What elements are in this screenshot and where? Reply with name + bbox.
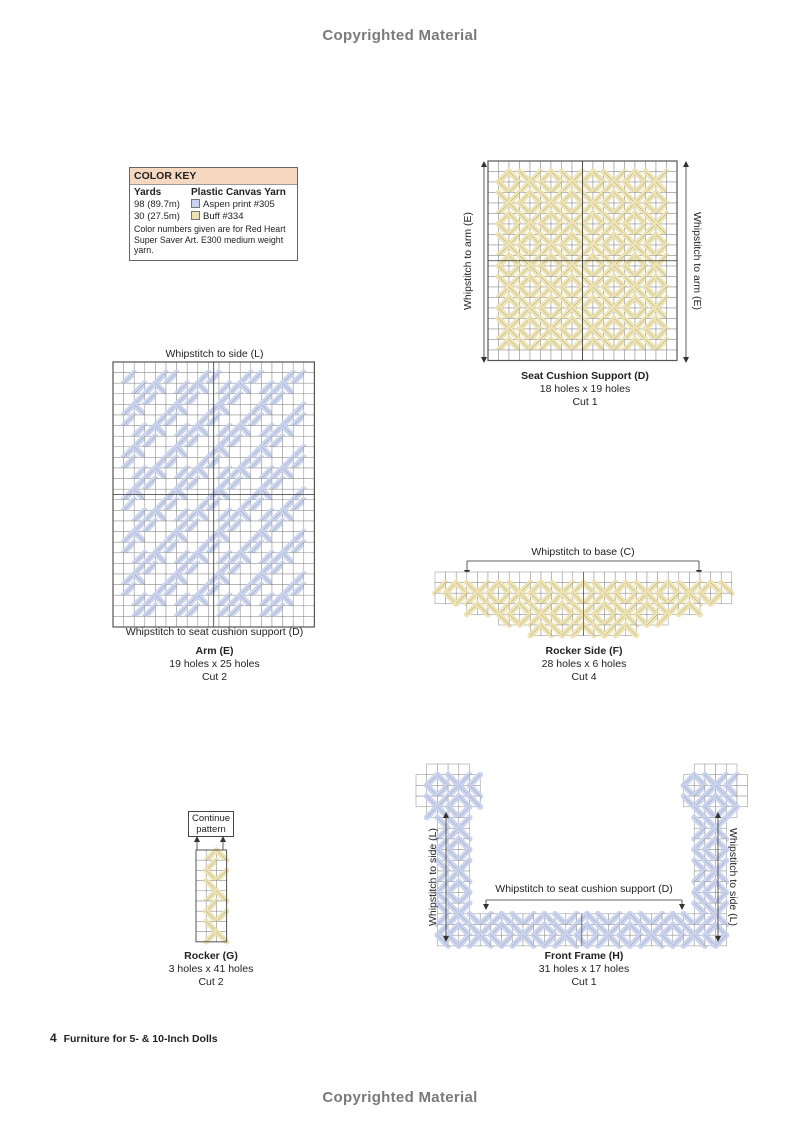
buff-swatch bbox=[191, 211, 200, 220]
book-title: Furniture for 5- & 10-Inch Dolls bbox=[63, 1033, 218, 1045]
front-left-dimension-line bbox=[440, 812, 452, 942]
front-frame-title: Front Frame (H) bbox=[544, 950, 624, 962]
seat-left-dimension-line bbox=[478, 161, 490, 363]
rocker-side-caption bbox=[470, 645, 698, 684]
front-frame-size: 31 holes x 17 holes bbox=[538, 963, 630, 975]
copyright-header: Copyrighted Material bbox=[322, 27, 478, 44]
arm-bottom-label: Whipstitch to seat cushion support (D) bbox=[125, 626, 304, 638]
rocker-side-title: Rocker Side (F) bbox=[545, 645, 623, 657]
color-key-yards-1: 98 (89.7m) bbox=[134, 199, 180, 210]
copyright-footer: Copyrighted Material bbox=[322, 1089, 478, 1106]
color-key-note: Color numbers given are for Red Heart Super Saver Art. E300 medium weight yarn. bbox=[134, 224, 286, 255]
color-key-col-yards: Yards bbox=[134, 187, 162, 198]
seat-right-label: Whipstitch to arm (E) bbox=[691, 211, 703, 311]
seat-size: 18 holes x 19 holes bbox=[539, 383, 631, 395]
arm-size: 19 holes x 25 holes bbox=[169, 658, 260, 670]
continue-pattern-box: Continue pattern bbox=[188, 811, 234, 837]
seat-left-label: Whipstitch to arm (E) bbox=[462, 211, 474, 311]
arm-caption bbox=[113, 645, 316, 684]
rocker-size: 3 holes x 41 holes bbox=[168, 963, 254, 975]
front-inner-dimension-line bbox=[484, 896, 684, 910]
front-frame-cut: Cut 1 bbox=[571, 976, 597, 988]
arm-top-label: Whipstitch to side (L) bbox=[165, 348, 264, 360]
color-key-title: COLOR KEY bbox=[130, 168, 297, 185]
rocker-caption bbox=[150, 950, 272, 989]
arm-cut: Cut 2 bbox=[201, 671, 228, 683]
arm-chart bbox=[113, 362, 317, 626]
front-right-dimension-line bbox=[712, 812, 724, 942]
seat-title: Seat Cushion Support (D) bbox=[521, 370, 649, 382]
front-frame-chart bbox=[416, 764, 748, 942]
front-left-label: Whipstitch to side (L) bbox=[427, 827, 439, 927]
rocker-side-chart bbox=[435, 572, 733, 640]
aspen-swatch bbox=[191, 199, 200, 208]
continue-pattern-arrows bbox=[190, 836, 230, 850]
color-key bbox=[129, 167, 298, 261]
rocker-side-top-label: Whipstitch to base (C) bbox=[531, 546, 635, 558]
front-right-label: Whipstitch to side (L) bbox=[727, 827, 739, 927]
seat-caption bbox=[480, 370, 690, 409]
page-footer bbox=[50, 1031, 218, 1045]
rocker-title: Rocker (G) bbox=[184, 950, 238, 962]
color-key-yards-2: 30 (27.5m) bbox=[134, 211, 180, 222]
front-inner-label: Whipstitch to seat cushion support (D) bbox=[495, 883, 673, 895]
arm-title: Arm (E) bbox=[195, 645, 234, 657]
rocker-side-cut: Cut 4 bbox=[571, 671, 597, 683]
color-key-label-1: Aspen print #305 bbox=[203, 199, 275, 210]
color-key-label-2: Buff #334 bbox=[203, 211, 244, 222]
page-number: 4 bbox=[50, 1031, 57, 1045]
seat-cushion-support-chart bbox=[488, 161, 678, 363]
rocker-side-size: 28 holes x 6 holes bbox=[541, 658, 627, 670]
color-key-col-yarn: Plastic Canvas Yarn bbox=[191, 187, 286, 198]
rocker-cut: Cut 2 bbox=[198, 976, 224, 988]
canvas-grid bbox=[196, 850, 227, 942]
rocker-chart bbox=[196, 850, 228, 942]
seat-cut: Cut 1 bbox=[572, 396, 598, 408]
front-frame-caption bbox=[470, 950, 698, 989]
